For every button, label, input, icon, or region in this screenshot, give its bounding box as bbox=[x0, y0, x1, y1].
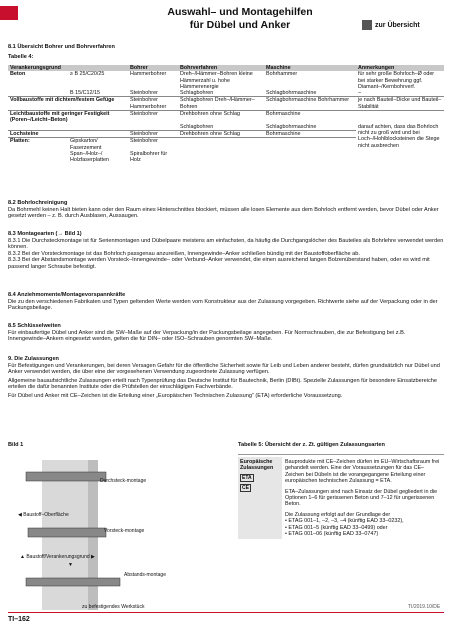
mounting-types-figure bbox=[8, 452, 230, 612]
col-header: Maschine bbox=[264, 65, 356, 71]
fig-label-push-through: Durchsteck-montage bbox=[100, 478, 147, 484]
document-code: TI/2019.10/DE bbox=[408, 604, 441, 610]
cell: Steinbohrer bbox=[128, 130, 178, 137]
cell: Hammerbohrer bbox=[130, 71, 167, 78]
fig-label-surface: ◀ Baustoff–Oberfläche bbox=[18, 512, 69, 518]
approval-category bbox=[238, 457, 282, 539]
drill-overview-table bbox=[8, 65, 444, 163]
cell: Dreh–/Hämmer–Bohren kleine Hämmerzahl u. hohe Hämmerenergie bbox=[180, 71, 253, 90]
description-text: Bauprodukte mit CE–Zeichen dürfen im EU–Wirtschaftsraum frei gehandelt werden. Eine der Voraussetzungen für das CE–Zeichen bei Dübeln ist die vorangegangene Erteilung einer europäischen technischen Zulassung = ETA. bbox=[285, 459, 440, 485]
cell: Steinbohrer bbox=[128, 111, 178, 124]
cell: je nach Bauteil–Dicke und Bauteil–Stabilität bbox=[356, 97, 444, 111]
cell: Drehbohren ohne Schlag bbox=[178, 130, 264, 137]
section-heading: 8.3 Montagearten (→ Bild 1) bbox=[8, 231, 82, 237]
cell: Bohrmaschine bbox=[264, 111, 356, 124]
table-row bbox=[8, 111, 444, 124]
description-text: Die Zulassung erfolgt auf der Grundlage der bbox=[285, 511, 391, 518]
approval-description bbox=[282, 457, 444, 539]
overview-link[interactable]: zur Übersicht bbox=[362, 20, 420, 30]
table-row bbox=[8, 124, 444, 131]
section-text: Da Bohrmehl keinen Halt bieten kann oder den Raum eines Hinterschnittes blockiert, müssen alle losen Elemente aus dem Bohrloch entfernt werden, bevor Dübel oder Anker gesetzt werden – z. B. durch Ausblasen, Aussaugen. bbox=[8, 206, 439, 220]
cell: Schlagbohren bbox=[180, 123, 214, 130]
cell: Schlagbohren bbox=[180, 90, 214, 97]
section-text: Für einbaufertige Dübel und Anker sind die SW–Maße auf der Verpackung/in der Packungsbeilage angegeben. Für Normschrauben, die zur Befestigung bei z.B. Innengewinde–Ankern eingesetzt werden, gelten die für DIN– oder ISO–Schrauben genormten SW–Maße. bbox=[8, 329, 406, 343]
cell bbox=[264, 138, 356, 151]
cell: Platten: bbox=[8, 138, 68, 151]
header-accent-bar bbox=[0, 6, 18, 20]
cell bbox=[128, 124, 178, 131]
table-row bbox=[8, 97, 444, 111]
section-8-5 bbox=[8, 323, 444, 343]
cell bbox=[8, 90, 68, 97]
cell: Steinbohrer bbox=[130, 90, 158, 97]
section-text: 8.3.3 Bei der Abstandsmontage werden Vorsteck–Innengewinde– oder Verbund–Anker verwendet, die einen ausreichend langen Bolzenüberstand haben, oder es wird mit passend langer Schraube befestigt. bbox=[8, 257, 430, 270]
section-9 bbox=[8, 356, 444, 400]
anchor-2 bbox=[28, 528, 106, 537]
cell bbox=[356, 111, 444, 124]
fig-label-workpiece: zu befestigendes Werkstück bbox=[82, 604, 145, 610]
category-label: Europäische Zulassungen bbox=[240, 459, 274, 472]
col-header: Anmerkungen bbox=[356, 65, 444, 71]
section-8-4 bbox=[8, 292, 444, 312]
section-text: Für Dübel und Anker mit CE–Zeichen ist die Erteilung einer „Europäischen Technischen Zulassung“ (ETA) erforderliche Voraussetzung. bbox=[8, 392, 343, 399]
description-text: ETA–Zulassungen sind nach Einsatz der Dübel gegliedert in die Optionen 1–6 für gerissenen Beton und 7–12 für ungerissenen Beton. bbox=[285, 488, 438, 508]
approval-types-table bbox=[238, 454, 444, 539]
cell: B 15/C12/15 bbox=[70, 90, 100, 97]
cell: Schlagbohrmaschine bbox=[266, 90, 317, 97]
overview-icon bbox=[362, 20, 372, 30]
cell: Schlagbohrmaschine Bohrhammer bbox=[264, 97, 356, 111]
cell: Lochsteine bbox=[8, 130, 128, 137]
section-heading: 8.2 Bohrlochreinigung bbox=[8, 200, 68, 206]
cell: darauf achten, dass das Bohrloch nicht zu groß wird und bei Loch–/Hohlblocksteinen die Stege nicht ausbrechen bbox=[358, 123, 440, 149]
section-text: Die zu den verschiedenen Fabrikaten und Typen geltenden Werte werden vom Konstrukteur aus der Zulassung vorgegeben. Richtwerte siehe auf der Verpackung oder in der Packungsbeilage. bbox=[8, 298, 438, 312]
cell: Schlagbohrmaschine bbox=[266, 123, 317, 130]
table-row bbox=[238, 454, 444, 539]
basis-list bbox=[285, 518, 441, 537]
anchor-3 bbox=[26, 578, 120, 586]
col-header: Verankerungsgrund bbox=[8, 65, 68, 71]
cell bbox=[178, 138, 264, 151]
table-5-title: Tabelle 5: Übersicht der z. Zt. gültigen Zulassungsarten bbox=[238, 442, 385, 448]
table-4-caption: Tabelle 4: bbox=[8, 54, 34, 60]
cell: Spiralbohrer für Holz bbox=[130, 150, 168, 164]
page-number: TI–162 bbox=[8, 616, 30, 623]
cell: Vollbaustoffe mit dichtem/festem Gefüge bbox=[8, 97, 128, 111]
section-heading: 8.4 Anziehmomente/Montagevorspannkräfte bbox=[8, 292, 126, 298]
cell: Gipskarton/ Faserzement bbox=[68, 138, 128, 151]
list-item-text: ETAG 001–5 (künftig EAD 33–0499) oder bbox=[288, 524, 388, 531]
table-row bbox=[8, 90, 444, 97]
cell: Beton bbox=[10, 71, 26, 78]
section-text: 8.3.2 Bei der Vorsteckmontage ist das Bohrloch passgenau anzureißen, Innengewinde–Anker schließen bündig mit der Baustoffoberfläche ab. bbox=[8, 250, 360, 257]
list-item: • ETAG 001–1, –2, –3, –4 (künftig EAD 33–0232), bbox=[285, 518, 404, 525]
fig-label-pre-insert: Vorsteck-montage bbox=[104, 528, 145, 534]
cell bbox=[178, 151, 264, 164]
cell: ≥ B 25/C20/25 bbox=[70, 71, 105, 78]
col-header: Bohrer bbox=[128, 65, 178, 71]
eta-badge: ETA bbox=[242, 474, 252, 481]
anchor-1 bbox=[26, 472, 106, 481]
page-title: Auswahl– und Montagehilfen für Dübel und Anker bbox=[167, 6, 313, 31]
cell bbox=[264, 151, 356, 164]
cell: Leichtbaustoffe mit geringer Festigkeit (Poren–/Leicht–Beton) bbox=[8, 111, 128, 124]
section-heading: 9. Die Zulassungen bbox=[8, 356, 59, 362]
section-text: Allgemeine bauaufsichtliche Zulassungen erteilt nach Typenprüfung das Deutsche Institut für Bautechnik, Berlin (DIBt). Spezielle Zulassungen für besondere Einsatzbereiche erteilen die dafür benannten Institute oder die Prüfstellen der einschlägigen Fachverbände. bbox=[8, 377, 437, 391]
section-8-3 bbox=[8, 231, 444, 271]
table-row bbox=[8, 71, 444, 90]
cell: Steinbohrer bbox=[128, 138, 178, 151]
section-8-2 bbox=[8, 200, 444, 220]
cell: Steinbohrer Hammerbohrer bbox=[128, 97, 178, 111]
cell: Drehbohren ohne Schlag bbox=[178, 111, 264, 124]
list-item-text: ETAG 001–1, –2, –3, –4 (künftig EAD 33–0232), bbox=[288, 518, 404, 525]
list-item: • ETAG 001–5 (künftig EAD 33–0499) oder bbox=[285, 524, 388, 531]
fig-label-standoff: Abstands-montage bbox=[124, 572, 166, 578]
section-text: Für Befestigungen und Verankerungen, bei deren Versagen Gefahr für die öffentliche Sicherheit sowie für Leib und Leben anderer besteht, dürfen grundsätzlich nur Dübel und Anker verwendet werden, die über eine der vorgesehenen Verwendung zugeordnete Zulassung verfügen. bbox=[8, 362, 440, 376]
figure-1-title: Bild 1 bbox=[8, 442, 24, 448]
list-item-text: ETAG 001–06 (künftig EAD 33–0747) bbox=[288, 531, 379, 538]
fig-arrow-down: ▼ bbox=[68, 562, 73, 568]
cell bbox=[8, 151, 68, 164]
section-8-1-heading: 8.1 Übersicht Bohrer und Bohrverfahren bbox=[8, 44, 115, 50]
cell: Bohrmaschine bbox=[264, 130, 356, 137]
cell: Span–/Holz–/ Holzfaserplatten bbox=[70, 150, 109, 164]
cell: – bbox=[358, 90, 361, 97]
cell: Bohrhammer bbox=[266, 71, 298, 78]
cell bbox=[8, 124, 128, 131]
fig-label-substrate: ▲ Baustoff/Verankerungsgrund ▶ bbox=[20, 554, 95, 560]
section-heading: 8.5 Schlüsselweiten bbox=[8, 323, 61, 329]
col-header: Bohrverfahren bbox=[178, 65, 264, 71]
section-text: 8.3.1 Die Durchsteckmontage ist für Serienmontagen und Dübelpaare meistens am einfachsten, da häufig die Durchgangslöcher des Bauteiles als Bohrlehre verwendet werden können. bbox=[8, 237, 444, 251]
cell: Schlagbohren Dreh–/Hämmer–Bohren bbox=[178, 97, 264, 111]
cell: für sehr große Bohrloch–Ø oder bei starker Bewehrung ggf. Diamant–/Kernbohrverf. bbox=[358, 71, 435, 90]
ce-badge: CE bbox=[242, 484, 249, 491]
footer-divider bbox=[8, 612, 444, 613]
list-item: • ETAG 001–06 (künftig EAD 33–0747) bbox=[285, 531, 379, 538]
